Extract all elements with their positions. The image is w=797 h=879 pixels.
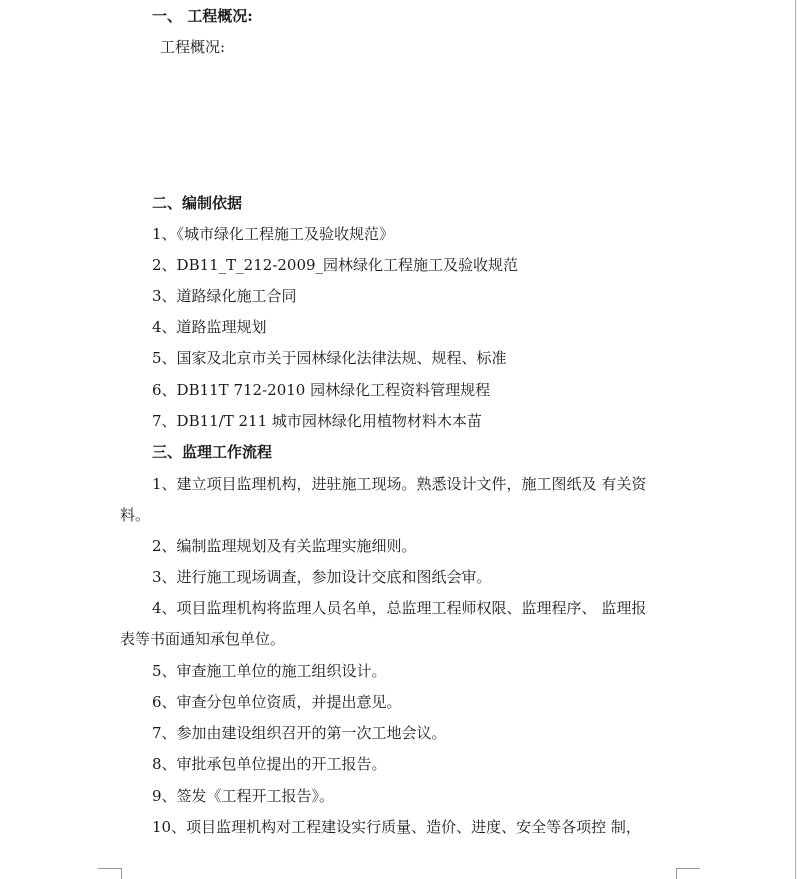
basis-item-6: 6、DB11T 712-2010 园林绿化工程资料管理规程 <box>152 381 491 399</box>
workflow-item-7: 7、参加由建设组织召开的第一次工地会议。 <box>152 724 447 742</box>
basis-item-4: 4、道路监理规划 <box>152 318 267 336</box>
workflow-item-8: 8、审批承包单位提出的开工报告。 <box>152 755 387 773</box>
workflow-item-1-cont: 料。 <box>120 506 151 524</box>
corner-mark-right-v <box>676 868 677 879</box>
workflow-item-2: 2、编制监理规划及有关监理实施细则。 <box>152 537 417 555</box>
section-heading-basis: 二、编制依据 <box>152 194 243 212</box>
workflow-item-6: 6、审查分包单位资质，并提出意见。 <box>152 693 402 711</box>
basis-item-3: 3、道路绿化施工合同 <box>152 287 297 305</box>
workflow-item-10: 10、项目监理机构对工程建设实行质量、造价、进度、安全等各项控 制， <box>152 818 641 836</box>
section-heading-workflow: 三、监理工作流程 <box>152 443 273 461</box>
workflow-item-4: 4、项目监理机构将监理人员名单，总监理工程师权限、监理程序、 监理报 <box>152 599 647 617</box>
corner-mark-right-h <box>676 868 700 869</box>
page-edge-right <box>795 0 796 879</box>
overview-label: 工程概况: <box>160 38 226 56</box>
workflow-item-5: 5、审查施工单位的施工组织设计。 <box>152 662 387 680</box>
corner-mark-left-h <box>98 868 122 869</box>
basis-item-7: 7、DB11/T 211 城市园林绿化用植物材料木本苗 <box>152 412 482 430</box>
basis-item-1: 1、《城市绿化工程施工及验收规范》 <box>152 225 395 243</box>
section-heading-overview: 一、 工程概况: <box>152 7 253 25</box>
workflow-item-1: 1、建立项目监理机构，进驻施工现场。熟悉设计文件，施工图纸及 有关资 <box>152 475 647 493</box>
basis-item-5: 5、国家及北京市关于园林绿化法律法规、规程、标准 <box>152 349 507 367</box>
workflow-item-9: 9、签发《工程开工报告》。 <box>152 787 335 805</box>
basis-item-2: 2、DB11_T_212-2009_园林绿化工程施工及验收规范 <box>152 256 519 274</box>
workflow-item-3: 3、进行施工现场调查，参加设计交底和图纸会审。 <box>152 568 492 586</box>
workflow-item-4-cont: 表等书面通知承包单位。 <box>120 630 286 648</box>
corner-mark-left-v <box>121 868 122 879</box>
